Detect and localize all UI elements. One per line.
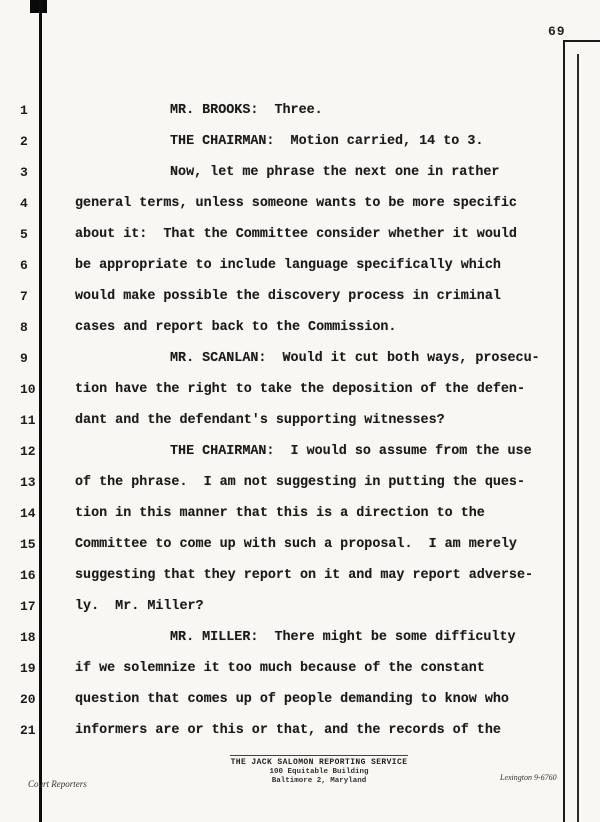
- line-text: tion have the right to take the deposition of the defen-: [75, 382, 525, 397]
- line-text: cases and report back to the Commission.: [75, 320, 397, 335]
- transcript-line: [0, 475, 600, 506]
- line-text: about it: That the Committee consider whether it would: [75, 227, 517, 242]
- line-text: THE CHAIRMAN: I would so assume from the use: [170, 444, 532, 459]
- transcript-line: [0, 506, 600, 537]
- top-right-tick: [563, 40, 600, 42]
- line-text: Committee to come up with such a proposal. I am merely: [75, 537, 517, 552]
- line-number: 14: [20, 506, 36, 521]
- transcript-line: [0, 692, 600, 723]
- line-number: 11: [20, 413, 36, 428]
- line-text: dant and the defendant's supporting witnesses?: [75, 413, 445, 428]
- transcript-line: [0, 382, 600, 413]
- line-text: Now, let me phrase the next one in rather: [170, 165, 500, 180]
- line-number: 16: [20, 568, 36, 583]
- transcript-line: [0, 599, 600, 630]
- line-number: 21: [20, 723, 36, 738]
- transcript-line: [0, 351, 600, 382]
- line-text: MR. BROOKS: Three.: [170, 103, 323, 118]
- line-text: question that comes up of people demanding to know who: [75, 692, 509, 707]
- transcript-line: [0, 444, 600, 475]
- transcript-line: [0, 537, 600, 568]
- line-text: tion in this manner that this is a direction to the: [75, 506, 485, 521]
- transcript-line: [0, 103, 600, 134]
- footer-address-line2: Baltimore 2, Maryland: [271, 777, 367, 785]
- line-number: 2: [20, 134, 28, 149]
- footer-address-line1: 100 Equitable Building: [269, 768, 369, 776]
- transcript-line: [0, 227, 600, 258]
- line-text: MR. SCANLAN: Would it cut both ways, prosecu-: [170, 351, 540, 366]
- line-text: ly. Mr. Miller?: [75, 599, 204, 614]
- transcript-line: [0, 413, 600, 444]
- footer-service-name: THE JACK SALOMON REPORTING SERVICE: [230, 758, 408, 767]
- line-text: MR. MILLER: There might be some difficulty: [170, 630, 516, 645]
- line-number: 9: [20, 351, 28, 366]
- line-number: 7: [20, 289, 28, 304]
- transcript-line: [0, 568, 600, 599]
- line-number: 8: [20, 320, 28, 335]
- transcript-line: [0, 196, 600, 227]
- line-text: suggesting that they report on it and may report adverse-: [75, 568, 534, 583]
- line-number: 5: [20, 227, 28, 242]
- line-number: 4: [20, 196, 28, 211]
- line-number: 13: [20, 475, 36, 490]
- line-text: be appropriate to include language specifically which: [75, 258, 501, 273]
- line-number: 6: [20, 258, 28, 273]
- transcript-line: [0, 661, 600, 692]
- line-text: informers are or this or that, and the records of the: [75, 723, 501, 738]
- transcript-lines: [0, 103, 600, 754]
- line-text: general terms, unless someone wants to be more specific: [75, 196, 517, 211]
- footer-reporting-service: [230, 755, 408, 786]
- line-number: 18: [20, 630, 36, 645]
- line-number: 19: [20, 661, 36, 676]
- line-number: 10: [20, 382, 36, 397]
- line-number: 20: [20, 692, 36, 707]
- line-text: of the phrase. I am not suggesting in putting the ques-: [75, 475, 525, 490]
- line-text: if we solemnize it too much because of the constant: [75, 661, 485, 676]
- line-number: 15: [20, 537, 36, 552]
- line-number: 12: [20, 444, 36, 459]
- line-number: 17: [20, 599, 36, 614]
- transcript-line: [0, 165, 600, 196]
- line-text: THE CHAIRMAN: Motion carried, 14 to 3.: [170, 134, 484, 149]
- page-number: 69: [548, 24, 566, 39]
- transcript-line: [0, 289, 600, 320]
- line-number: 1: [20, 103, 28, 118]
- transcript-line: [0, 258, 600, 289]
- line-number: 3: [20, 165, 28, 180]
- transcript-line: [0, 723, 600, 754]
- footer-court-reporters: Court Reporters: [28, 779, 87, 789]
- transcript-line: [0, 134, 600, 165]
- line-text: would make possible the discovery process in criminal: [75, 289, 501, 304]
- transcript-line: [0, 320, 600, 351]
- footer-phone: Lexington 9-6760: [500, 773, 557, 782]
- transcript-line: [0, 630, 600, 661]
